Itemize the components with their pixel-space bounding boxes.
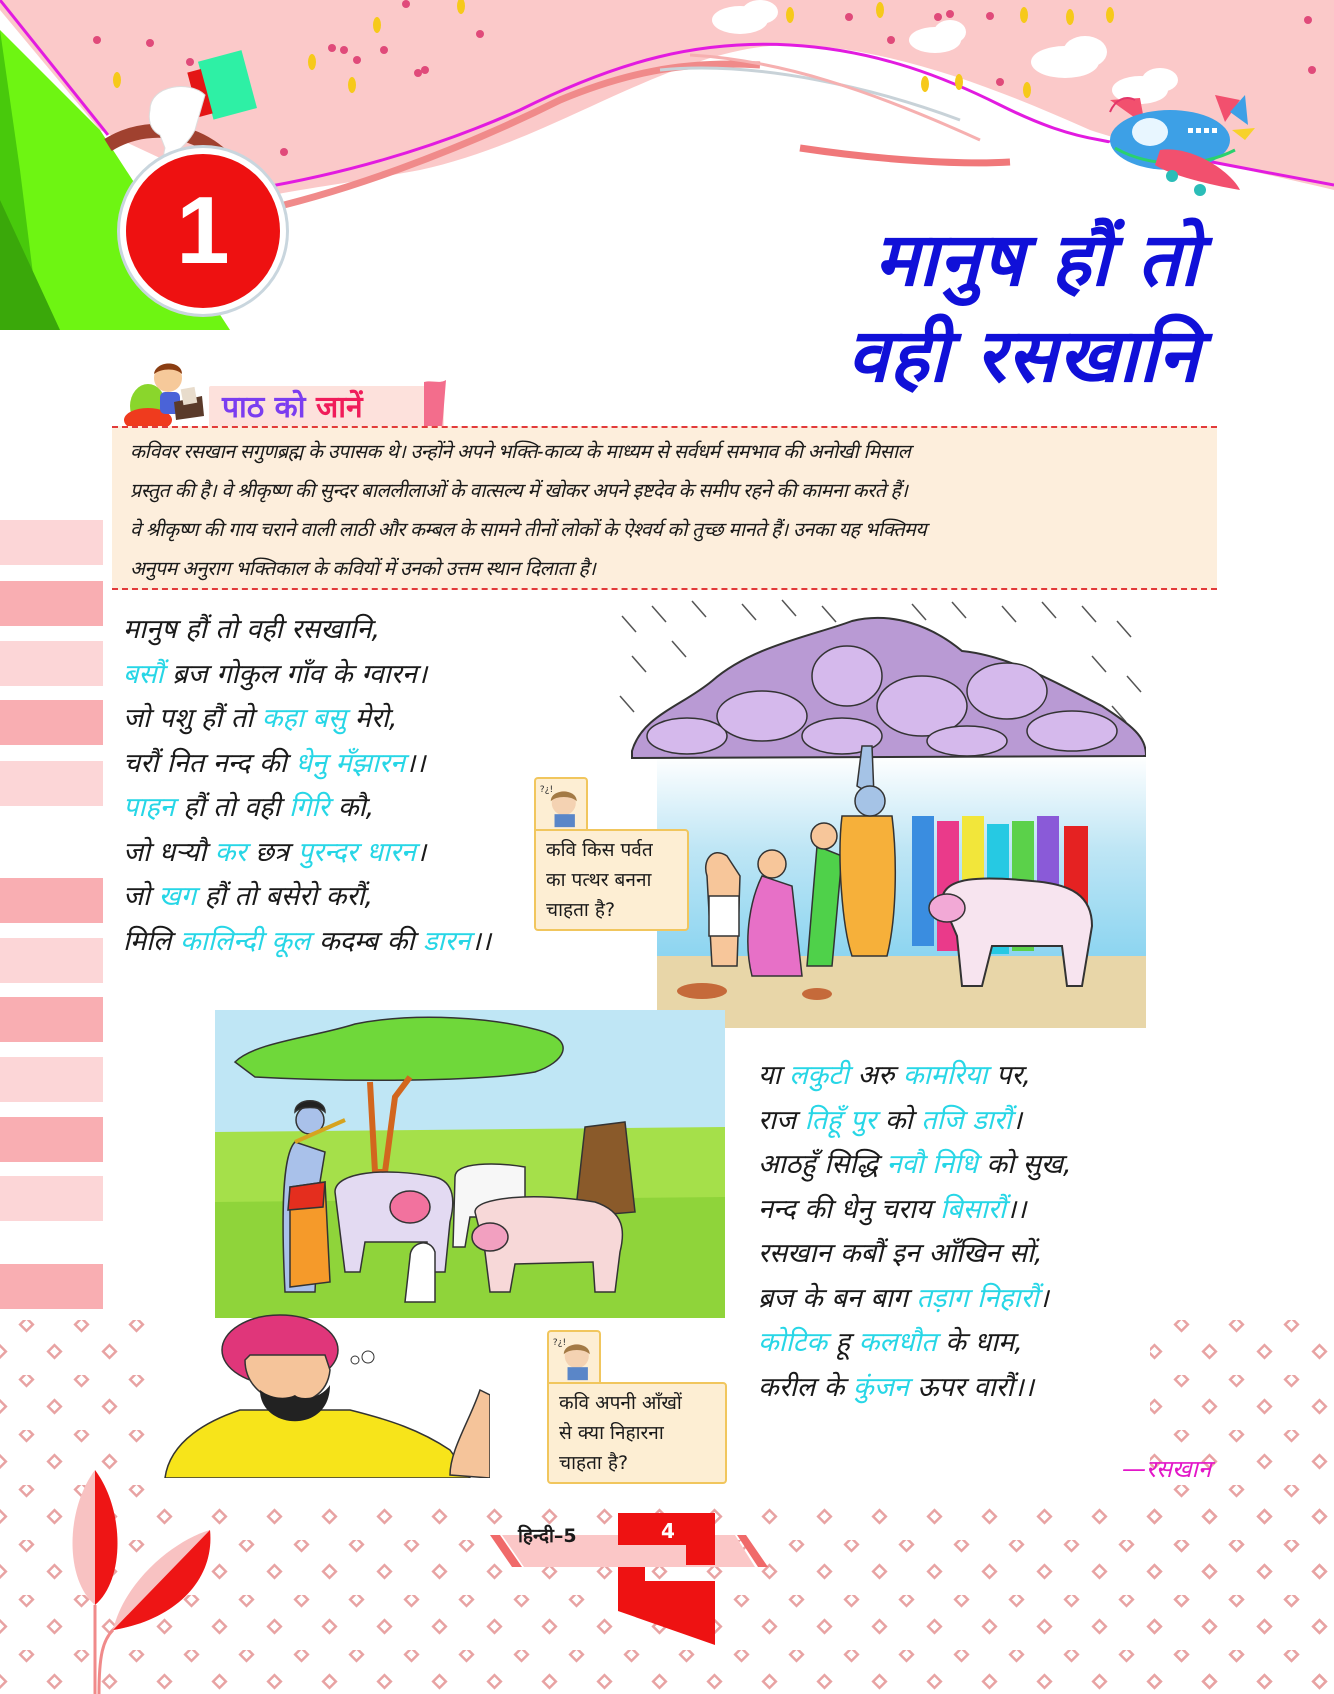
stripe [0, 1176, 103, 1221]
stripe [0, 581, 103, 626]
question-text [534, 829, 689, 931]
intro-label-part1: पाठ को [222, 390, 306, 425]
poem-text: करील के [758, 1371, 853, 1403]
poem-line [758, 1277, 1072, 1322]
svg-text:?¿!: ?¿! [539, 783, 554, 795]
poem-line [123, 653, 491, 698]
highlighted-word: डारन [423, 925, 471, 957]
intro-label [222, 388, 363, 428]
highlighted-word: तजि डारौं [921, 1104, 1012, 1136]
poem-text: । [1011, 1104, 1022, 1136]
stripe [0, 878, 103, 923]
poem-text: । [1038, 1282, 1049, 1314]
poem-text: मानुष हौं तो वही रसखानि, [123, 614, 381, 645]
poem-text: ऊपर वारौं।। [908, 1371, 1034, 1403]
poem-text: पर, [987, 1060, 1031, 1091]
highlighted-word: बिसारौं [940, 1193, 1006, 1225]
poem-line [123, 786, 491, 831]
question-line: कवि अपनी आँखों [559, 1392, 682, 1414]
poet-attribution: —रसखान [1122, 1455, 1212, 1483]
book-name: हिन्दी–5 [518, 1525, 577, 1547]
question-line: से क्या निहारना [559, 1422, 664, 1444]
chapter-number-badge [120, 148, 286, 314]
highlighted-word: कामरिया [902, 1060, 988, 1091]
poem-line [123, 742, 491, 787]
poem-text: कौ, [329, 792, 375, 823]
stripe [0, 997, 103, 1042]
question-text [547, 1382, 727, 1484]
poem-line [758, 1188, 1072, 1233]
poem-line [758, 1099, 1072, 1144]
poem-text: कदम्ब की [310, 925, 424, 957]
poem-line [123, 608, 491, 653]
highlighted-word: कालिन्दी कूल [180, 925, 311, 957]
poem-text: को सुख, [977, 1149, 1072, 1180]
stripe [0, 641, 103, 686]
poem-line [758, 1366, 1072, 1411]
highlighted-word: कोटिक [758, 1327, 828, 1358]
poem-text: आठहुँ सिद्धि [758, 1149, 887, 1180]
lesson-title-line-2: वही रसखानि [847, 313, 1200, 399]
lesson-title-line-1: मानुष हौं तो [874, 217, 1200, 303]
poem-text: ।। [405, 747, 426, 779]
highlighted-word: गिरि [289, 792, 330, 823]
question-line: कवि किस पर्वत [546, 839, 653, 861]
stripe [0, 700, 103, 745]
svg-text:?¿!: ?¿! [552, 1336, 567, 1348]
intro-label-part2: जानें [315, 390, 363, 425]
thinking-child-icon [534, 777, 588, 831]
poem-text: हू [827, 1327, 859, 1358]
poem-text: अरु [848, 1060, 903, 1091]
poem-text: रसखान कबौं इन आँखिन सों, [758, 1238, 1043, 1269]
poem-text: ।। [1005, 1193, 1027, 1225]
stripe [0, 1117, 103, 1162]
poem-text: मिलि [123, 925, 181, 957]
poem-line [758, 1321, 1072, 1366]
poem-text: मेरो, [346, 703, 398, 734]
poem-line [758, 1232, 1072, 1277]
poem-text: हौं तो वही [174, 792, 290, 823]
poem-text: जो पशु हौं तो [123, 703, 262, 734]
highlighted-word: तिहूँ पुर [804, 1104, 877, 1136]
flag-icon [424, 380, 446, 430]
poem-text: नन्द की धेनु चराय [758, 1193, 941, 1225]
poem-text: चरौं नित नन्द की [123, 747, 296, 779]
chapter-number: 1 [176, 177, 230, 284]
highlighted-word: कुंजन [852, 1371, 909, 1403]
stripe [0, 1264, 103, 1309]
intro-section-header [124, 360, 454, 430]
poem-text: जो धर्‍यौ [123, 836, 215, 868]
krishna-flute-illustration [195, 1002, 725, 1318]
highlighted-word: लकुटी [789, 1060, 849, 1091]
stripe [0, 761, 103, 806]
intro-box [112, 426, 1217, 590]
highlighted-word: कर [214, 836, 247, 868]
stripe [0, 520, 103, 565]
poem-line [123, 831, 491, 876]
lesson-title [847, 212, 1200, 404]
poem-text: राज [758, 1104, 805, 1136]
highlighted-word: तड़ाग निहारौं [916, 1282, 1039, 1314]
poem-text: ब्रज गोकुल गाँव के ग्वारन। [163, 658, 428, 690]
poem-text: हौं तो बसेरो करौं, [195, 881, 374, 912]
poem-text: ब्रज के बन बाग [758, 1282, 917, 1314]
intro-text [130, 432, 1203, 588]
highlighted-word: धेनु मँझारन [295, 747, 406, 779]
intro-line: कविवर रसखान सगुणब्रह्म के उपासक थे। उन्होंने अपने भक्ति-काव्य के माध्यम से सर्वधर्म समभाव की अनोखी मिसाल [130, 440, 911, 463]
poem-text: ।। [470, 925, 492, 957]
stripe [0, 938, 103, 983]
govardhan-illustration [612, 596, 1146, 1028]
highlighted-word: खग [158, 881, 196, 912]
highlighted-word: बसौं [123, 658, 164, 690]
poem-text: या [758, 1060, 790, 1091]
highlighted-word: कलधौत [858, 1327, 937, 1358]
poem-line [758, 1054, 1072, 1099]
poem-text: । [415, 836, 427, 868]
highlighted-word: नवौ निधि [886, 1149, 978, 1180]
poem-text: के धाम, [936, 1327, 1023, 1358]
poem-line [123, 875, 491, 920]
question-line: चाहता है? [559, 1452, 629, 1474]
pattern-mask [1105, 1220, 1165, 1280]
question-line: का पत्थर बनना [546, 869, 652, 891]
poem-text: जो [123, 881, 159, 912]
poet-illustration [150, 1300, 490, 1478]
leaf-decoration-icon [65, 1470, 225, 1694]
poem-stanza-2 [758, 1054, 1072, 1410]
thinking-child-icon [547, 1330, 601, 1384]
question-line: चाहता है? [546, 899, 616, 921]
highlighted-word: कहा बसु [261, 703, 347, 734]
intro-line: अनुपम अनुराग भक्तिकाल के कवियों में उनको उत्तम स्थान दिलाता है। [130, 557, 596, 580]
poem-stanza-1 [123, 608, 491, 964]
intro-line: वे श्रीकृष्ण की गाय चराने वाली लाठी और कम्बल के सामने तीनों लोकों के ऐश्वर्य को तुच्छ मानते हैं। उनका यह भक्तिमय [130, 518, 927, 541]
poem-line [758, 1143, 1072, 1188]
stripe [0, 1057, 103, 1102]
poem-line [123, 920, 491, 965]
highlighted-word: पुरन्दर धारन [297, 836, 416, 868]
poem-line [123, 697, 491, 742]
poem-text: छत्र [246, 836, 298, 868]
reading-boy-icon [124, 360, 224, 432]
intro-line: प्रस्तुत की है। वे श्रीकृष्ण की सुन्दर बाललीलाओं के वात्सल्य में खोकर अपने इष्टदेव के समीप रहने की कामना करते हैं। [130, 479, 908, 502]
poem-text: को [876, 1104, 922, 1136]
page-number: 4 [661, 1519, 675, 1543]
highlighted-word: पाहन [123, 792, 175, 823]
